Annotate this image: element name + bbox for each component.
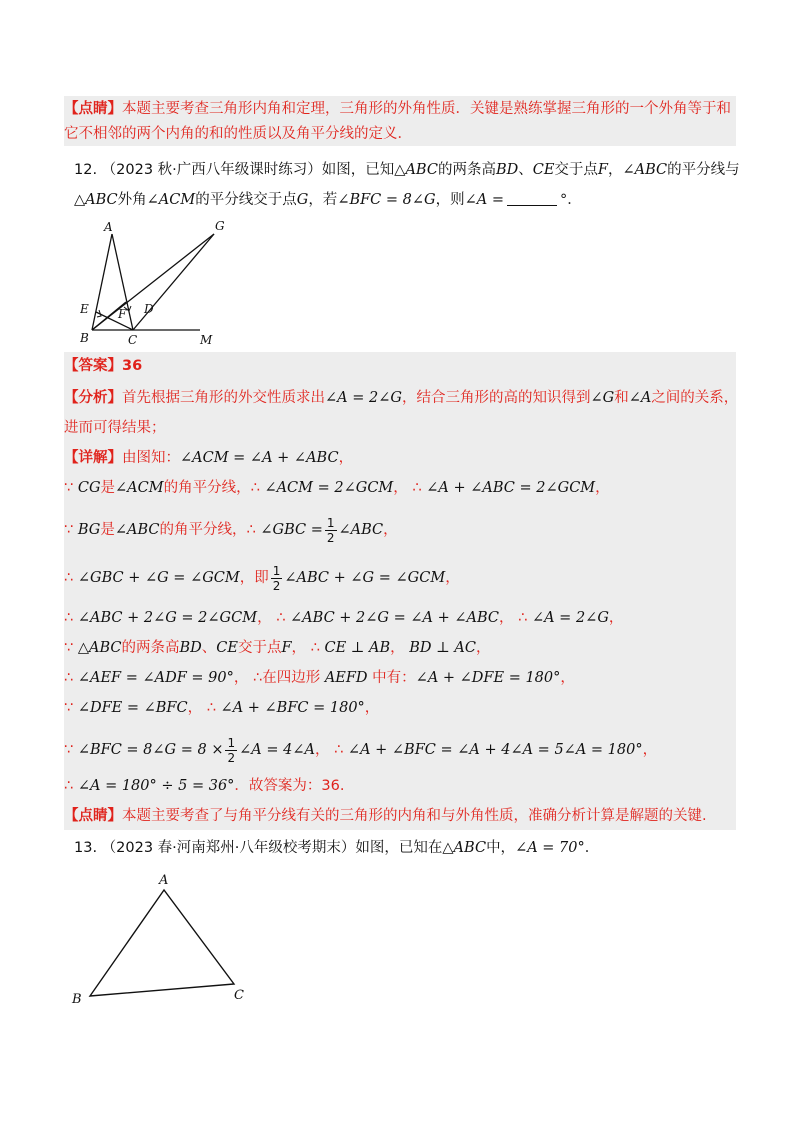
detail-text: ， bbox=[314, 742, 330, 758]
detail-math: ∠ABC + 2∠G = ∠A + ∠ABC bbox=[290, 610, 499, 626]
label-e: E bbox=[80, 302, 89, 316]
detail-text: ， bbox=[257, 610, 272, 626]
note-11-line-1 bbox=[64, 99, 731, 119]
analysis-text: 进而可得结果； bbox=[64, 420, 166, 436]
detail-math: ∠ACM = 2∠GCM bbox=[264, 480, 394, 496]
detail-text: ．故答案为：36. bbox=[234, 778, 345, 794]
label-c: C bbox=[128, 333, 138, 347]
detail-text: ， bbox=[595, 480, 610, 496]
detail-math: ∠A + ∠ABC = 2∠GCM bbox=[426, 480, 596, 496]
analysis-text: 和 bbox=[614, 390, 629, 406]
detail-text: ，即 bbox=[239, 570, 269, 586]
q13-text: 如图，已知在 bbox=[355, 840, 443, 856]
therefore-symbol: ∴ bbox=[334, 742, 344, 758]
fraction-numerator: 1 bbox=[227, 735, 236, 750]
label-a: A bbox=[159, 873, 169, 888]
q12-text: 外角 bbox=[117, 192, 147, 208]
detail-text: ， bbox=[233, 670, 249, 686]
detail-math: BD ⊥ AC bbox=[409, 640, 476, 656]
detail-line-1 bbox=[64, 448, 353, 468]
detail-math: ∠ABC + ∠G = ∠GCM bbox=[284, 570, 446, 586]
note-11-text-1: 本题主要考查三角形内角和定理，三角形的外角性质．关键是熟练掌握三角形的一个外角等于和 bbox=[122, 101, 731, 117]
detail-text: ， bbox=[390, 640, 405, 656]
fraction-numerator: 1 bbox=[326, 515, 335, 530]
detail-math: CG bbox=[77, 480, 101, 496]
q12-figure bbox=[80, 218, 260, 348]
because-symbol: ∵ bbox=[64, 742, 74, 758]
detail-line-6 bbox=[64, 638, 490, 658]
fraction-numerator: 1 bbox=[272, 563, 281, 578]
detail-math: ∠ACM = ∠A + ∠ABC bbox=[180, 450, 339, 466]
detail-line-9 bbox=[64, 732, 657, 768]
therefore-symbol: ∴ bbox=[246, 522, 256, 538]
detail-math: ∠A = 4∠A bbox=[239, 742, 315, 758]
answer-line bbox=[64, 356, 142, 376]
detail-text: ， bbox=[475, 640, 491, 656]
question-12-line-1 bbox=[74, 160, 740, 180]
detail-math: CE bbox=[216, 640, 238, 656]
label-m: M bbox=[200, 333, 213, 347]
label-c: C bbox=[234, 988, 244, 1003]
question-source: （2023 秋·广西八年级课时练习） bbox=[101, 162, 322, 178]
detail-line-2 bbox=[64, 478, 610, 498]
therefore-symbol: ∴ bbox=[64, 778, 74, 794]
therefore-symbol: ∴ bbox=[412, 480, 422, 496]
question-number: 12. bbox=[74, 162, 98, 178]
q13-figure bbox=[66, 868, 266, 1018]
therefore-symbol: ∴ bbox=[64, 670, 74, 686]
label-d: D bbox=[144, 302, 154, 316]
detail-math: ∠DFE = ∠BFC bbox=[77, 700, 188, 716]
q12-math: ∠BFC = 8∠G bbox=[337, 192, 436, 208]
fraction-denominator: 2 bbox=[272, 578, 281, 593]
answer-blank bbox=[507, 205, 557, 206]
detail-text: ， bbox=[560, 670, 575, 686]
answer-value: 36 bbox=[122, 358, 143, 374]
q12-text: 的两条高 bbox=[437, 162, 496, 178]
detail-math: AEFD bbox=[324, 670, 368, 686]
q12-math: △ABC bbox=[74, 192, 118, 208]
detail-math: CE ⊥ AB bbox=[324, 640, 391, 656]
note-11-line-2 bbox=[64, 124, 412, 144]
label-b: B bbox=[80, 331, 89, 345]
answer-tag: 【答案】 bbox=[64, 358, 122, 374]
question-source: （2023 春·河南郑州·八年级校考期末） bbox=[101, 840, 356, 856]
detail-math: ∠ABC bbox=[338, 522, 384, 538]
fraction-denominator: 2 bbox=[326, 530, 335, 545]
detail-line-8 bbox=[64, 698, 379, 718]
detail-math: ∠A + ∠BFC = 180° bbox=[220, 700, 365, 716]
detail-math: ∠A = 2∠G bbox=[531, 610, 609, 626]
detail-math: BG bbox=[77, 522, 101, 538]
detail-text: ， bbox=[499, 610, 514, 626]
therefore-symbol: ∴ bbox=[276, 610, 286, 626]
q13-text: ． bbox=[584, 840, 600, 856]
detail-text: 由图知： bbox=[122, 450, 180, 466]
note-11-box bbox=[64, 96, 736, 146]
detail-math: ∠A + ∠DFE = 180° bbox=[415, 670, 561, 686]
analysis-math: ∠A = 2∠G bbox=[325, 390, 402, 406]
q12-text: ，若 bbox=[308, 192, 338, 208]
label-f: F bbox=[118, 307, 127, 321]
detail-line-7 bbox=[64, 668, 575, 688]
detail-text: 中有： bbox=[372, 670, 416, 686]
detail-text: ， bbox=[445, 570, 460, 586]
because-symbol: ∵ bbox=[64, 522, 74, 538]
detail-line-4 bbox=[64, 560, 460, 596]
detail-line-5 bbox=[64, 608, 623, 628]
detail-text: ， bbox=[383, 522, 398, 538]
detail-text: ， bbox=[393, 480, 408, 496]
detail-text: 的角平分线， bbox=[163, 480, 251, 496]
detail-line-3 bbox=[64, 512, 398, 548]
analysis-line-1 bbox=[64, 388, 738, 408]
question-13-line bbox=[74, 838, 599, 858]
therefore-symbol: ∴ bbox=[250, 480, 260, 496]
question-number: 13. bbox=[74, 840, 98, 856]
detail-text: 在四边形 bbox=[262, 670, 321, 686]
detail-text: ， bbox=[364, 700, 380, 716]
therefore-symbol: ∴ bbox=[206, 700, 216, 716]
detail-text: ， bbox=[187, 700, 203, 716]
detail-math: BD bbox=[179, 640, 202, 656]
note-12-text: 本题主要考查了与角平分线有关的三角形的内角和与外角性质，准确分析计算是解题的关键. bbox=[122, 808, 707, 824]
detail-math: ∠ACM bbox=[115, 480, 164, 496]
fraction-denominator: 2 bbox=[227, 750, 236, 765]
solution-box bbox=[64, 352, 739, 830]
note-tag: 【点睛】 bbox=[64, 101, 122, 117]
fraction-half bbox=[325, 516, 337, 545]
detail-text: 是 bbox=[100, 522, 115, 538]
label-b: B bbox=[72, 992, 82, 1007]
detail-tag: 【详解】 bbox=[64, 450, 122, 466]
q13-math: △ABC bbox=[442, 840, 487, 856]
therefore-symbol: ∴ bbox=[252, 670, 263, 686]
detail-math: ∠GBC = bbox=[260, 522, 323, 538]
q12-math: F bbox=[597, 162, 608, 178]
detail-text: 的两条高 bbox=[121, 640, 180, 656]
detail-text: 的角平分线， bbox=[159, 522, 247, 538]
detail-math: ∠A = 180° ÷ 5 = 36° bbox=[77, 778, 235, 794]
label-g: G bbox=[215, 219, 225, 233]
analysis-math: ∠A bbox=[628, 390, 652, 406]
detail-math: ∠BFC = 8∠G = 8 × bbox=[77, 742, 224, 758]
because-symbol: ∵ bbox=[64, 480, 74, 496]
q12-math: ∠ABC bbox=[622, 162, 668, 178]
analysis-text: 之间的关系， bbox=[651, 390, 739, 406]
q12-math: △ABC bbox=[394, 162, 438, 178]
therefore-symbol: ∴ bbox=[310, 640, 320, 656]
detail-text: ， bbox=[338, 450, 354, 466]
q12-text: ， bbox=[607, 162, 623, 178]
analysis-line-2 bbox=[64, 418, 166, 438]
analysis-text: 首先根据三角形的外交性质求出 bbox=[122, 390, 325, 406]
q12-math: ∠ACM bbox=[146, 192, 196, 208]
analysis-math: ∠G bbox=[590, 390, 615, 406]
q12-text: 、 bbox=[518, 162, 533, 178]
segment-ce bbox=[96, 312, 133, 330]
q12-math: G bbox=[296, 192, 309, 208]
detail-text: 交于点 bbox=[237, 640, 282, 656]
detail-math: ∠GBC + ∠G = ∠GCM bbox=[77, 570, 240, 586]
therefore-symbol: ∴ bbox=[64, 610, 74, 626]
q12-text: 交于点 bbox=[554, 162, 598, 178]
note-11-text-2: 它不相邻的两个内角的和的性质以及角平分线的定义． bbox=[64, 126, 412, 142]
question-12-line-2 bbox=[74, 190, 582, 210]
detail-math: ∠AEF = ∠ADF = 90° bbox=[77, 670, 234, 686]
q13-math: ∠A = 70° bbox=[515, 840, 585, 856]
label-a: A bbox=[104, 220, 113, 234]
q12-text: °． bbox=[560, 192, 582, 208]
analysis-text: ，结合三角形的高的知识得到 bbox=[401, 390, 591, 406]
fraction-half bbox=[225, 736, 237, 765]
detail-math: ∠ABC bbox=[114, 522, 160, 538]
q12-text: 的平分线与 bbox=[667, 162, 740, 178]
detail-text: ， bbox=[642, 742, 658, 758]
therefore-symbol: ∴ bbox=[64, 570, 74, 586]
q12-text: ，则 bbox=[435, 192, 465, 208]
triangle-abc bbox=[90, 890, 234, 996]
q12-math: CE bbox=[532, 162, 555, 178]
because-symbol: ∵ bbox=[64, 700, 74, 716]
q12-text: 如图，已知 bbox=[321, 162, 395, 178]
detail-math: F bbox=[281, 640, 292, 656]
note-12-line bbox=[64, 806, 707, 826]
q12-math: BD bbox=[495, 162, 519, 178]
detail-line-10 bbox=[64, 776, 344, 796]
detail-text: ， bbox=[291, 640, 307, 656]
q12-math: ∠A = bbox=[464, 192, 504, 208]
detail-text: 是 bbox=[100, 480, 116, 496]
detail-math: ∠ABC + 2∠G = 2∠GCM bbox=[77, 610, 258, 626]
detail-math: ∠A + ∠BFC = ∠A + 4∠A = 5∠A = 180° bbox=[347, 742, 643, 758]
detail-math: △ABC bbox=[77, 640, 122, 656]
detail-text: ， bbox=[608, 610, 624, 626]
detail-text: 、 bbox=[201, 640, 217, 656]
note-tag: 【点睛】 bbox=[64, 808, 122, 824]
because-symbol: ∵ bbox=[64, 640, 74, 656]
analysis-tag: 【分析】 bbox=[64, 390, 122, 406]
q13-text: 中， bbox=[486, 840, 516, 856]
therefore-symbol: ∴ bbox=[518, 610, 528, 626]
fraction-half bbox=[271, 564, 283, 593]
q12-text: 的平分线交于点 bbox=[195, 192, 297, 208]
